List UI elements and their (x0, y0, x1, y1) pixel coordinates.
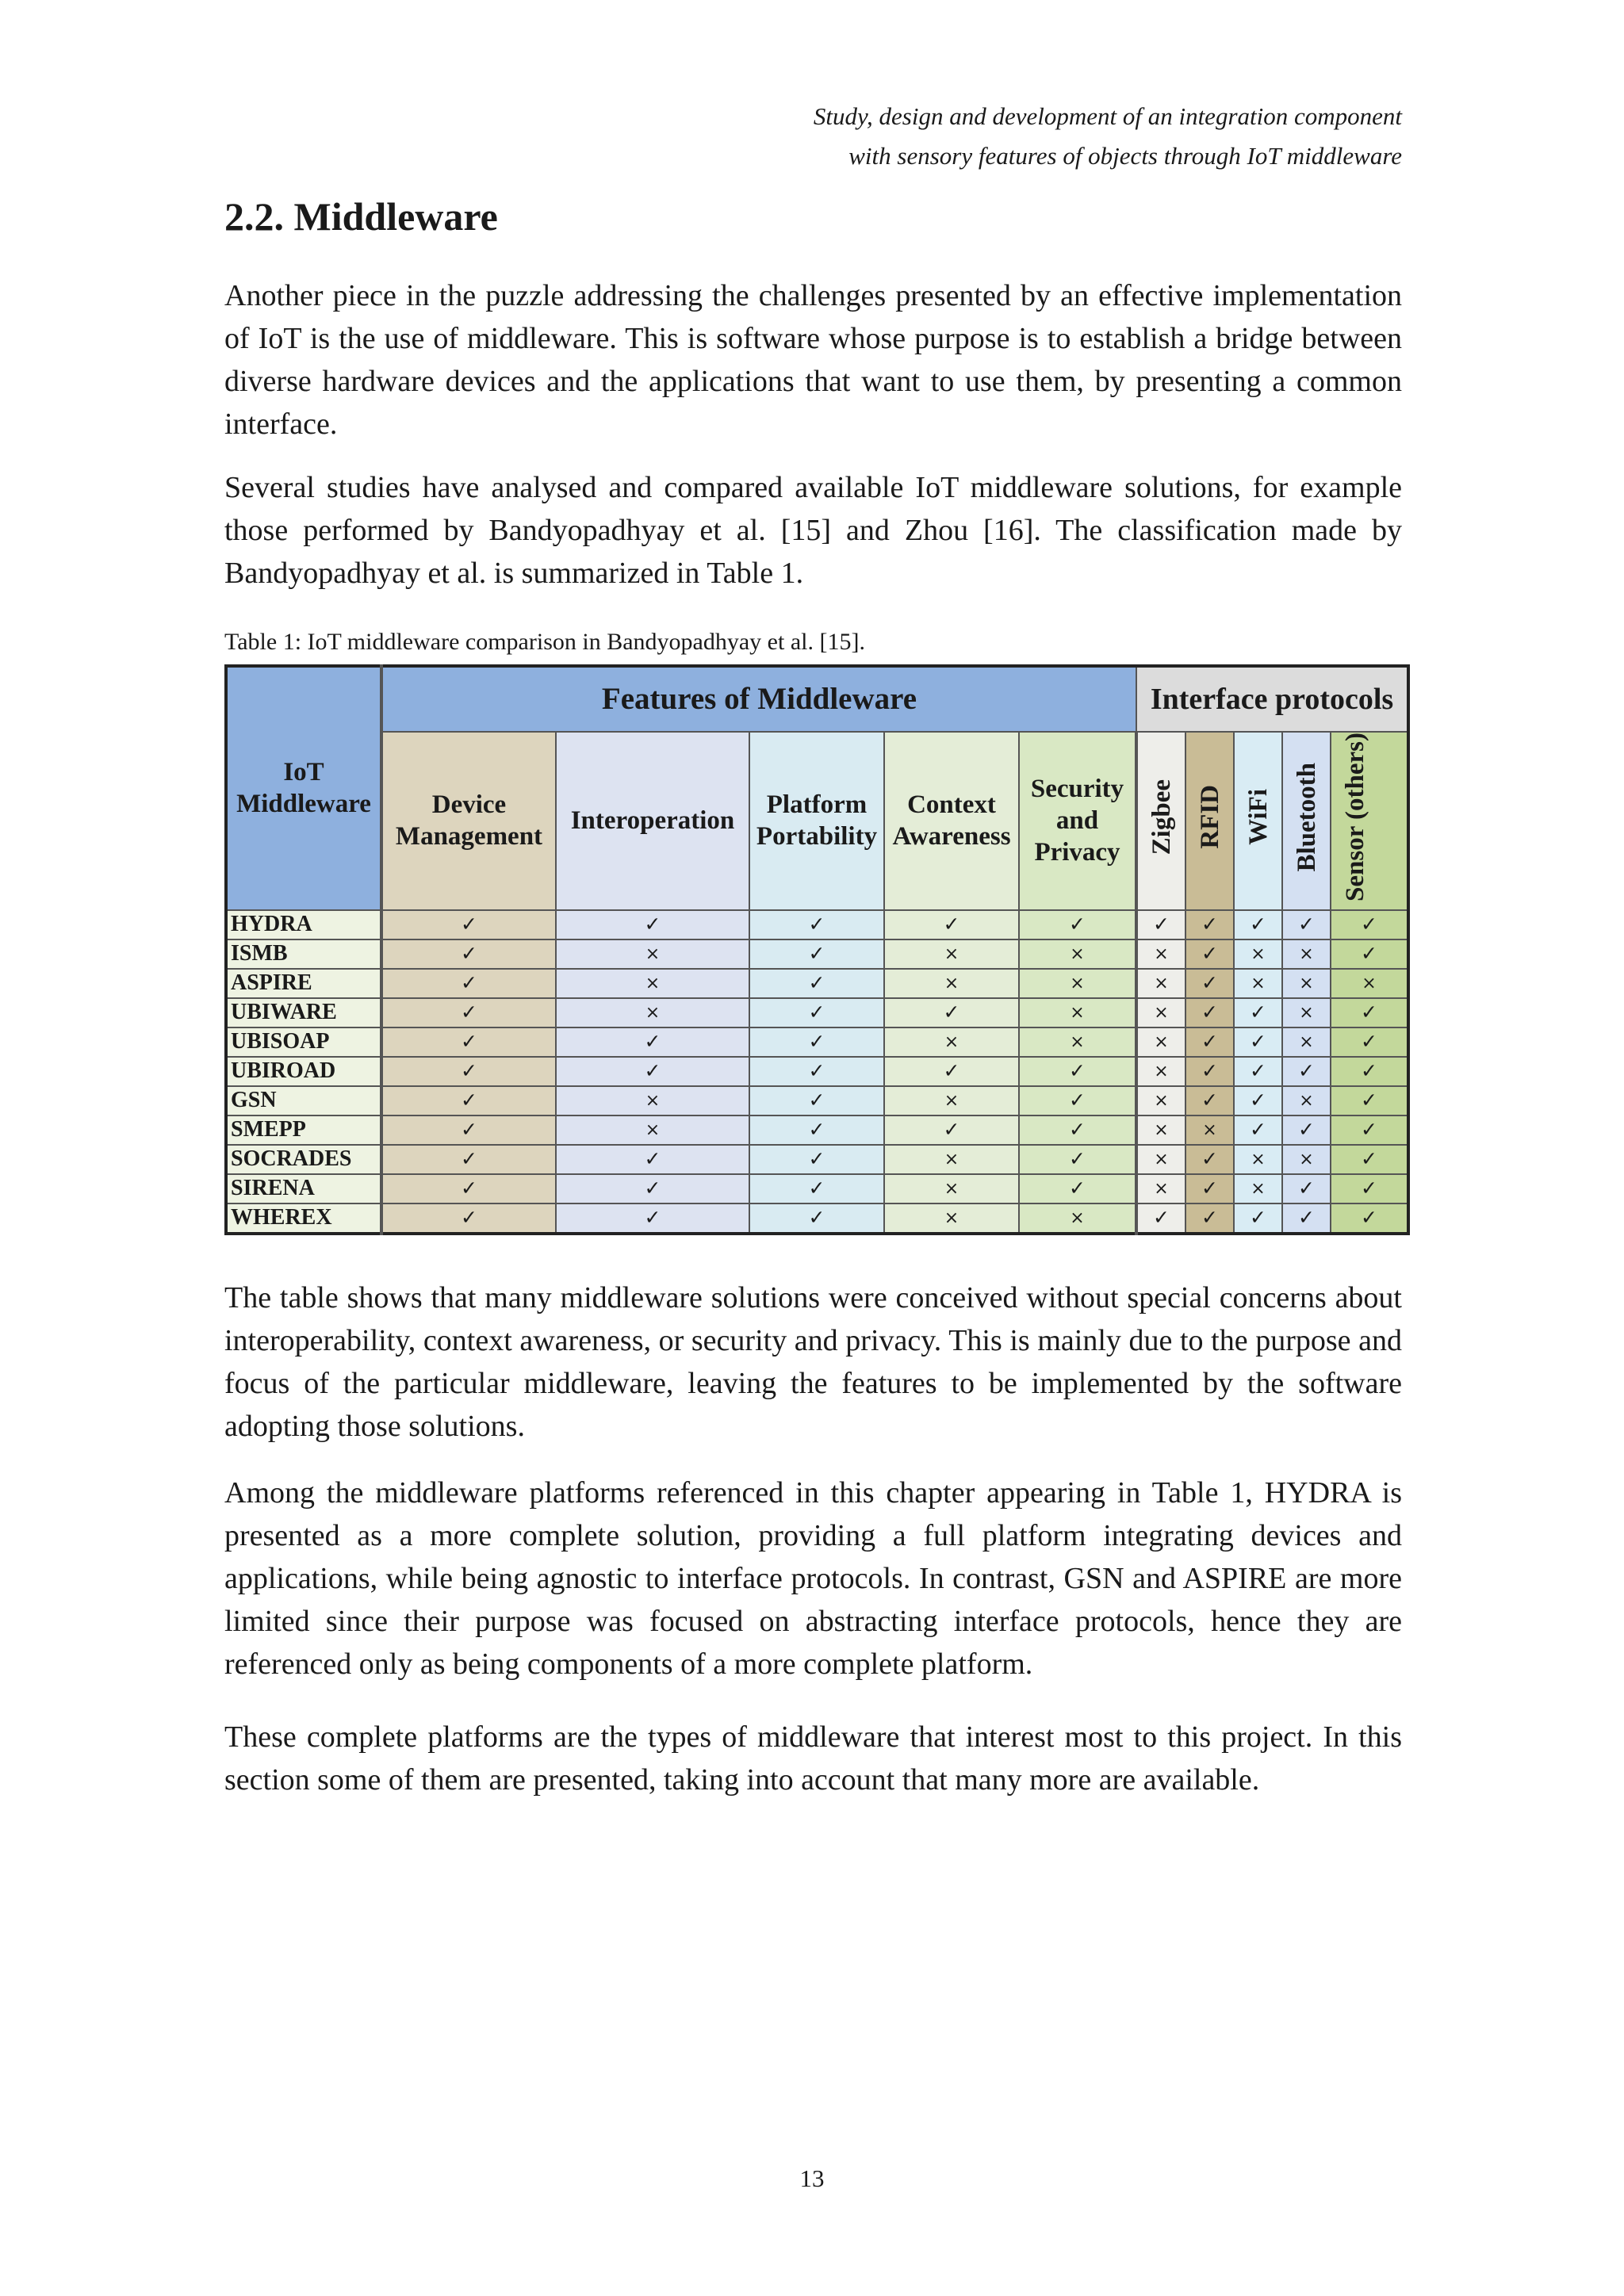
cell-interoperation (556, 1027, 749, 1057)
check-icon: ✓ (808, 942, 825, 966)
paragraph-complete-platforms: These complete platforms are the types of middleware that interest most to this project. In this section some of them are presented, taking into account that many more are available. (224, 1720, 1402, 1797)
check-icon: ✓ (1361, 942, 1377, 966)
table-row (226, 998, 1408, 1027)
check-icon: ✓ (943, 1001, 960, 1024)
middleware-name: SMEPP (226, 1115, 381, 1145)
col-header-sensor-others (1331, 732, 1408, 910)
check-icon: ✓ (1069, 1089, 1086, 1112)
cross-icon: × (645, 944, 661, 965)
cell-sensor-others (1331, 1174, 1408, 1203)
middleware-name: UBIROAD (226, 1057, 381, 1086)
cross-icon: × (1070, 1208, 1085, 1229)
col-header-wifi (1234, 732, 1282, 910)
middleware-name: ASPIRE (226, 969, 381, 998)
check-icon: ✓ (1361, 1001, 1377, 1024)
cell-wifi (1234, 910, 1282, 939)
cross-icon: × (1154, 1091, 1169, 1112)
cell-context-awareness (884, 1027, 1019, 1057)
cross-icon: × (1154, 1150, 1169, 1170)
cross-icon: × (944, 944, 959, 965)
cell-interoperation (556, 910, 749, 939)
cell-zigbee (1136, 939, 1185, 969)
check-icon: ✓ (808, 1089, 825, 1112)
table-row (226, 1027, 1408, 1057)
col-header-bluetooth (1282, 732, 1331, 910)
cell-sensor-others (1331, 1027, 1408, 1057)
cell-rfid (1185, 998, 1234, 1027)
table-row (226, 910, 1408, 939)
cell-context-awareness (884, 1203, 1019, 1234)
cross-icon: × (1154, 1062, 1169, 1082)
cross-icon: × (1299, 1032, 1314, 1053)
check-icon: ✓ (808, 1118, 825, 1142)
cell-platform-portability (749, 1115, 884, 1145)
running-header-line-2: with sensory features of objects through IoT middleware (848, 142, 1402, 170)
cell-bluetooth (1282, 1057, 1331, 1086)
cell-zigbee (1136, 1145, 1185, 1174)
cell-security-privacy (1019, 1027, 1136, 1057)
cell-bluetooth (1282, 1086, 1331, 1115)
check-icon: ✓ (1361, 1177, 1377, 1200)
cell-interoperation (556, 1203, 749, 1234)
check-icon: ✓ (1250, 913, 1266, 936)
wifi-label: WiFi (1243, 789, 1273, 845)
check-icon: ✓ (644, 1206, 661, 1230)
cell-interoperation (556, 1057, 749, 1086)
cell-zigbee (1136, 1086, 1185, 1115)
cell-device-management (381, 910, 556, 939)
paragraph-intro: Another piece in the puzzle addressing the challenges presented by an effective implementation of IoT is the use of middleware. This is software whose purpose is to establish a bridge between diverse hardware devices and the applications that want to use them, by presenting a common interface. (224, 279, 1402, 441)
cell-security-privacy (1019, 1086, 1136, 1115)
cell-interoperation (556, 1115, 749, 1145)
cell-platform-portability (749, 998, 884, 1027)
cell-security-privacy (1019, 1115, 1136, 1145)
check-icon: ✓ (1298, 1118, 1315, 1142)
paragraph-platforms: Among the middleware platforms referenced in this chapter appearing in Table 1, HYDRA is presented as a more complete solution, providing a full platform integrating devices and applications, while being agnostic to interface protocols. In contrast, GSN and ASPIRE are more limited since their purpose was focused on abstracting interface protocols, hence they are referenced only as being components of a more complete platform. (224, 1476, 1402, 1681)
cell-interoperation (556, 1145, 749, 1174)
cross-icon: × (1251, 1150, 1266, 1170)
check-icon: ✓ (1361, 1206, 1377, 1230)
check-icon: ✓ (644, 1147, 661, 1171)
cell-zigbee (1136, 1057, 1185, 1086)
cell-wifi (1234, 939, 1282, 969)
cell-sensor-others (1331, 969, 1408, 998)
check-icon: ✓ (644, 1059, 661, 1083)
check-icon: ✓ (1298, 1206, 1315, 1230)
table-caption: Table 1: IoT middleware comparison in Bandyopadhyay et al. [15]. (224, 629, 865, 655)
check-icon: ✓ (644, 913, 661, 936)
check-icon: ✓ (1361, 913, 1377, 936)
cell-wifi (1234, 1203, 1282, 1234)
cell-device-management (381, 1115, 556, 1145)
check-icon: ✓ (808, 1177, 825, 1200)
cell-security-privacy (1019, 1174, 1136, 1203)
check-icon: ✓ (1250, 1089, 1266, 1112)
cell-rfid (1185, 910, 1234, 939)
cell-zigbee (1136, 1115, 1185, 1145)
cell-sensor-others (1331, 1145, 1408, 1174)
cell-wifi (1234, 1145, 1282, 1174)
cell-zigbee (1136, 910, 1185, 939)
check-icon: ✓ (644, 1030, 661, 1054)
cell-bluetooth (1282, 1027, 1331, 1057)
cross-icon: × (1070, 1032, 1085, 1053)
cell-rfid (1185, 1174, 1234, 1203)
cross-icon: × (1251, 974, 1266, 994)
col-header-platform-portability: Platform Portability (749, 732, 884, 910)
check-icon: ✓ (1201, 1089, 1218, 1112)
interfaces-group-header: Interface protocols (1136, 666, 1408, 732)
cell-sensor-others (1331, 1086, 1408, 1115)
cell-rfid (1185, 1115, 1234, 1145)
cell-sensor-others (1331, 1115, 1408, 1145)
middleware-name: ISMB (226, 939, 381, 969)
cell-zigbee (1136, 1174, 1185, 1203)
middleware-name: UBIWARE (226, 998, 381, 1027)
cell-wifi (1234, 1174, 1282, 1203)
cell-context-awareness (884, 998, 1019, 1027)
cell-zigbee (1136, 1027, 1185, 1057)
check-icon: ✓ (1250, 1206, 1266, 1230)
check-icon: ✓ (808, 1059, 825, 1083)
cell-platform-portability (749, 1203, 884, 1234)
cell-rfid (1185, 1145, 1234, 1174)
cell-security-privacy (1019, 1145, 1136, 1174)
check-icon: ✓ (1361, 1147, 1377, 1171)
cell-context-awareness (884, 1174, 1019, 1203)
table-row (226, 969, 1408, 998)
running-header (793, 97, 1402, 176)
bluetooth-label: Bluetooth (1292, 762, 1321, 872)
table-row (226, 1057, 1408, 1086)
cross-icon: × (1251, 1179, 1266, 1200)
check-icon: ✓ (461, 1001, 477, 1024)
check-icon: ✓ (1250, 1118, 1266, 1142)
check-icon: ✓ (808, 1206, 825, 1230)
middleware-name: UBISOAP (226, 1027, 381, 1057)
check-icon: ✓ (1250, 1001, 1266, 1024)
check-icon: ✓ (1298, 913, 1315, 936)
check-icon: ✓ (1153, 1206, 1170, 1230)
cell-bluetooth (1282, 998, 1331, 1027)
table-row (226, 1203, 1408, 1234)
cross-icon: × (1154, 1003, 1169, 1024)
cross-icon: × (1299, 1091, 1314, 1112)
check-icon: ✓ (1361, 1030, 1377, 1054)
check-icon: ✓ (1250, 1030, 1266, 1054)
zigbee-label: Zigbee (1147, 779, 1176, 855)
cell-bluetooth (1282, 1174, 1331, 1203)
cell-sensor-others (1331, 910, 1408, 939)
cell-platform-portability (749, 1086, 884, 1115)
table-body (226, 910, 1408, 1234)
col-header-device-management: Device Management (381, 732, 556, 910)
cell-platform-portability (749, 969, 884, 998)
cell-device-management (381, 969, 556, 998)
check-icon: ✓ (1361, 1118, 1377, 1142)
cell-interoperation (556, 1174, 749, 1203)
cross-icon: × (1070, 944, 1085, 965)
check-icon: ✓ (943, 913, 960, 936)
check-icon: ✓ (1298, 1059, 1315, 1083)
cross-icon: × (645, 974, 661, 994)
col-header-context-awareness: Context Awareness (884, 732, 1019, 910)
cell-rfid (1185, 1203, 1234, 1234)
col-header-zigbee (1136, 732, 1185, 910)
cross-icon: × (1202, 1120, 1217, 1141)
check-icon: ✓ (1069, 1118, 1086, 1142)
cell-security-privacy (1019, 1057, 1136, 1086)
cell-device-management (381, 1086, 556, 1115)
iot-middleware-header: IoT Middleware (226, 666, 381, 910)
check-icon: ✓ (461, 1206, 477, 1230)
cell-context-awareness (884, 910, 1019, 939)
check-icon: ✓ (808, 913, 825, 936)
check-icon: ✓ (1153, 913, 1170, 936)
cross-icon: × (1299, 974, 1314, 994)
cross-icon: × (1299, 1150, 1314, 1170)
cell-device-management (381, 1174, 556, 1203)
cell-context-awareness (884, 1086, 1019, 1115)
cell-zigbee (1136, 1203, 1185, 1234)
check-icon: ✓ (1298, 1177, 1315, 1200)
check-icon: ✓ (461, 1030, 477, 1054)
cell-bluetooth (1282, 939, 1331, 969)
cell-bluetooth (1282, 1145, 1331, 1174)
cross-icon: × (944, 1150, 959, 1170)
cell-interoperation (556, 1086, 749, 1115)
page-number: 13 (799, 2164, 825, 2192)
cross-icon: × (944, 1179, 959, 1200)
check-icon: ✓ (1361, 1059, 1377, 1083)
middleware-name: GSN (226, 1086, 381, 1115)
cell-sensor-others (1331, 939, 1408, 969)
cross-icon: × (1070, 974, 1085, 994)
middleware-name: WHEREX (226, 1203, 381, 1234)
cross-icon: × (645, 1120, 661, 1141)
cell-interoperation (556, 939, 749, 969)
check-icon: ✓ (1069, 1177, 1086, 1200)
cell-device-management (381, 1027, 556, 1057)
check-icon: ✓ (461, 1177, 477, 1200)
cell-rfid (1185, 1057, 1234, 1086)
cell-interoperation (556, 969, 749, 998)
col-header-rfid (1185, 732, 1234, 910)
cross-icon: × (944, 974, 959, 994)
cell-context-awareness (884, 1145, 1019, 1174)
cell-context-awareness (884, 1057, 1019, 1086)
cell-platform-portability (749, 1027, 884, 1057)
middleware-comparison-table (224, 664, 1410, 1235)
check-icon: ✓ (808, 971, 825, 995)
cell-context-awareness (884, 1115, 1019, 1145)
cell-sensor-others (1331, 998, 1408, 1027)
cell-context-awareness (884, 939, 1019, 969)
check-icon: ✓ (1361, 1089, 1377, 1112)
cell-device-management (381, 939, 556, 969)
cross-icon: × (944, 1032, 959, 1053)
check-icon: ✓ (461, 913, 477, 936)
check-icon: ✓ (1201, 913, 1218, 936)
check-icon: ✓ (1201, 1001, 1218, 1024)
check-icon: ✓ (1201, 971, 1218, 995)
cell-bluetooth (1282, 1115, 1331, 1145)
check-icon: ✓ (808, 1030, 825, 1054)
check-icon: ✓ (1201, 1206, 1218, 1230)
cross-icon: × (1299, 1003, 1314, 1024)
cell-security-privacy (1019, 1203, 1136, 1234)
cell-platform-portability (749, 1174, 884, 1203)
sensor-label: Sensor (others) (1340, 733, 1369, 901)
cross-icon: × (1070, 1003, 1085, 1024)
cross-icon: × (645, 1091, 661, 1112)
check-icon: ✓ (1201, 1147, 1218, 1171)
check-icon: ✓ (1201, 942, 1218, 966)
cell-rfid (1185, 939, 1234, 969)
check-icon: ✓ (1069, 913, 1086, 936)
cell-platform-portability (749, 910, 884, 939)
check-icon: ✓ (461, 1089, 477, 1112)
col-header-security-privacy: Security and Privacy (1019, 732, 1136, 910)
cell-security-privacy (1019, 998, 1136, 1027)
check-icon: ✓ (1201, 1177, 1218, 1200)
table-row (226, 939, 1408, 969)
cell-bluetooth (1282, 910, 1331, 939)
check-icon: ✓ (461, 971, 477, 995)
check-icon: ✓ (461, 1147, 477, 1171)
cell-device-management (381, 1203, 556, 1234)
cross-icon: × (1251, 944, 1266, 965)
cell-rfid (1185, 1086, 1234, 1115)
check-icon: ✓ (1201, 1030, 1218, 1054)
cross-icon: × (944, 1208, 959, 1229)
cross-icon: × (645, 1003, 661, 1024)
check-icon: ✓ (808, 1001, 825, 1024)
cell-sensor-others (1331, 1203, 1408, 1234)
paragraph-table-discussion: The table shows that many middleware solutions were conceived without special concerns about interoperability, context awareness, or security and privacy. This is mainly due to the purpose and focus of the particular middleware, leaving the features to be implemented by the software adopting those solutions. (224, 1281, 1402, 1443)
cell-zigbee (1136, 998, 1185, 1027)
table-row (226, 1086, 1408, 1115)
cross-icon: × (1299, 944, 1314, 965)
cell-wifi (1234, 1027, 1282, 1057)
check-icon: ✓ (461, 942, 477, 966)
check-icon: ✓ (1250, 1059, 1266, 1083)
cell-wifi (1234, 998, 1282, 1027)
cell-wifi (1234, 1086, 1282, 1115)
table-row (226, 1145, 1408, 1174)
cell-device-management (381, 998, 556, 1027)
col-header-interoperation: Interoperation (556, 732, 749, 910)
cell-sensor-others (1331, 1057, 1408, 1086)
cell-interoperation (556, 998, 749, 1027)
features-group-header: Features of Middleware (381, 666, 1136, 732)
cell-wifi (1234, 969, 1282, 998)
cell-wifi (1234, 1057, 1282, 1086)
cell-security-privacy (1019, 910, 1136, 939)
cross-icon: × (944, 1091, 959, 1112)
cross-icon: × (1154, 974, 1169, 994)
cell-wifi (1234, 1115, 1282, 1145)
middleware-name: SOCRADES (226, 1145, 381, 1174)
cross-icon: × (1362, 974, 1377, 994)
rfid-label: RFID (1195, 785, 1224, 849)
cross-icon: × (1154, 944, 1169, 965)
cross-icon: × (1154, 1032, 1169, 1053)
table-row (226, 1115, 1408, 1145)
cell-device-management (381, 1057, 556, 1086)
check-icon: ✓ (943, 1118, 960, 1142)
cell-zigbee (1136, 969, 1185, 998)
cross-icon: × (1154, 1120, 1169, 1141)
cell-bluetooth (1282, 1203, 1331, 1234)
check-icon: ✓ (1069, 1147, 1086, 1171)
check-icon: ✓ (943, 1059, 960, 1083)
check-icon: ✓ (644, 1177, 661, 1200)
cell-platform-portability (749, 1057, 884, 1086)
cell-device-management (381, 1145, 556, 1174)
cell-security-privacy (1019, 939, 1136, 969)
cell-platform-portability (749, 939, 884, 969)
cell-security-privacy (1019, 969, 1136, 998)
check-icon: ✓ (1201, 1059, 1218, 1083)
check-icon: ✓ (461, 1059, 477, 1083)
check-icon: ✓ (1069, 1059, 1086, 1083)
cell-platform-portability (749, 1145, 884, 1174)
table-row (226, 1174, 1408, 1203)
running-header-line-1: Study, design and development of an integration component (813, 102, 1402, 130)
check-icon: ✓ (461, 1118, 477, 1142)
check-icon: ✓ (808, 1147, 825, 1171)
middleware-name: HYDRA (226, 910, 381, 939)
cell-context-awareness (884, 969, 1019, 998)
cell-rfid (1185, 969, 1234, 998)
cell-rfid (1185, 1027, 1234, 1057)
middleware-name: SIRENA (226, 1174, 381, 1203)
section-title: 2.2. Middleware (224, 194, 498, 239)
cell-bluetooth (1282, 969, 1331, 998)
paragraph-studies: Several studies have analysed and compared available IoT middleware solutions, for example those performed by Bandyopadhyay et al. [15] and Zhou [16]. The classification made by Bandyopadhyay et al. is summarized in Table 1. (224, 471, 1402, 590)
cross-icon: × (1154, 1179, 1169, 1200)
